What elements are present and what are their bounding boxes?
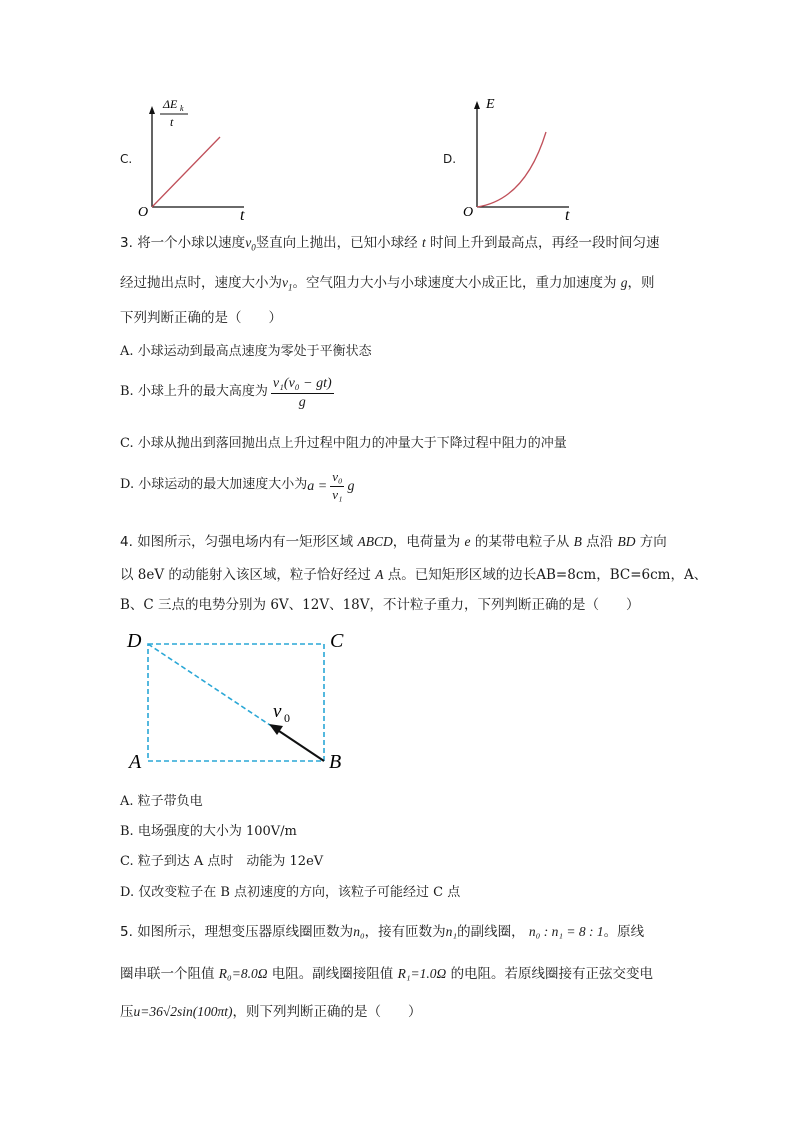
q3-line-1: 3. 将一个小球以速度$v_0$竖直向上抛出，已知小球经 t 时间上升到最高点，再经一段时间匀速 [120,235,660,253]
q3-option-d-formula: $\frac{\text{v₀}}{\text{v₁}}$ [332,469,343,502]
q4-line-3: B、C 三点的电势分别为 6V、12V、18V，不计粒子重力，下列判断正确的是（ ） [120,597,640,613]
graph-d-origin: O [463,205,474,220]
graph-c-line [152,137,220,207]
graph-c [130,92,260,222]
q5-line-3: 压u=36√2sin(100πt)，则下列判断正确的是（ ） [120,1004,422,1020]
option-d-label: D. [443,152,457,166]
graph-d-x-label: t [565,207,570,222]
q4-label-c: C [330,630,344,652]
q5-line-2: 圈串联一个阻值 R₀=8.0Ω 电阻。副线圈接阻值 R₁=1.0Ω 的电阻。若原线圈接有正弦交变电 [120,966,654,982]
q4-label-v: v [273,701,282,722]
graph-c-y-arrow [149,106,155,114]
q4-rectangle-figure [125,625,355,775]
q4-label-a: A [129,751,142,773]
q4-option-a: A. 粒子带负电 [120,794,203,809]
option-c-label: C. [120,152,133,166]
q5-number: 5. [120,924,133,940]
q4-label-b: B [329,751,342,773]
graph-d-curve [477,132,546,207]
q3-option-b: B. 小球上升的最大高度为 $\frac{\text{v₁(v₀ − gt)}}{g}$ [120,376,332,411]
graph-c-y-num-sub: k [180,104,184,113]
graph-c-y-den: t [170,115,174,129]
graph-c-x-label: t [240,207,245,222]
q4-option-b: B. 电场强度的大小为 100V/m [120,824,297,839]
graph-d-y-label: E [486,97,495,112]
graph-c-origin: O [138,205,149,220]
q5-line-1: 5. 如图所示，理想变压器原线圈匝数为n₀，接有匝数为n₁的副线圈， n₀ : n₁ = 8 : 1。原线 [120,924,645,940]
q4-label-v-sub: 0 [284,711,290,725]
q3-line-2: 经过抛出点时，速度大小为$v_1$。空气阻力大小与小球速度大小成正比，重力加速度为 g，则 [120,275,655,293]
q4-number: 4. [120,534,133,550]
q4-velocity-arrow [279,731,324,761]
q3-option-c: C. 小球从抛出到落回抛出点上升过程中阻力的冲量大于下降过程中阻力的冲量 [120,436,567,451]
graph-d-y-arrow [474,101,480,109]
q4-option-d: D. 仅改变粒子在 B 点初速度的方向，该粒子可能经过 C 点 [120,885,461,900]
q4-line-1: 4. 如图所示，匀强电场内有一矩形区域 ABCD，电荷量为 e 的某带电粒子从 B 点沿 BD 方向 [120,534,667,550]
q4-line-2: 以 8eV 的动能射入该区域，粒子恰好经过 A 点。已知矩形区域的边长AB=8cm，BC=6cm，A、 [120,567,708,583]
q3-number: 3. [120,235,133,251]
graph-d [455,92,585,222]
graph-c-y-num: ΔE [163,97,178,111]
q3-option-b-formula: $\frac{\text{v₁(v₀ − gt)}}{g}$ [272,376,332,411]
q3-option-a: A. 小球运动到最高点速度为零处于平衡状态 [120,344,372,359]
q4-option-c: C. 粒子到达 A 点时 动能为 12eV [120,854,324,869]
q3-line-3: 下列判断正确的是（ ） [120,310,282,326]
q4-label-d: D [127,630,142,652]
q3-option-d: D. 小球运动的最大加速度大小为a = $\frac{\text{v₀}}{\text{v₁}}$ g [120,469,355,502]
